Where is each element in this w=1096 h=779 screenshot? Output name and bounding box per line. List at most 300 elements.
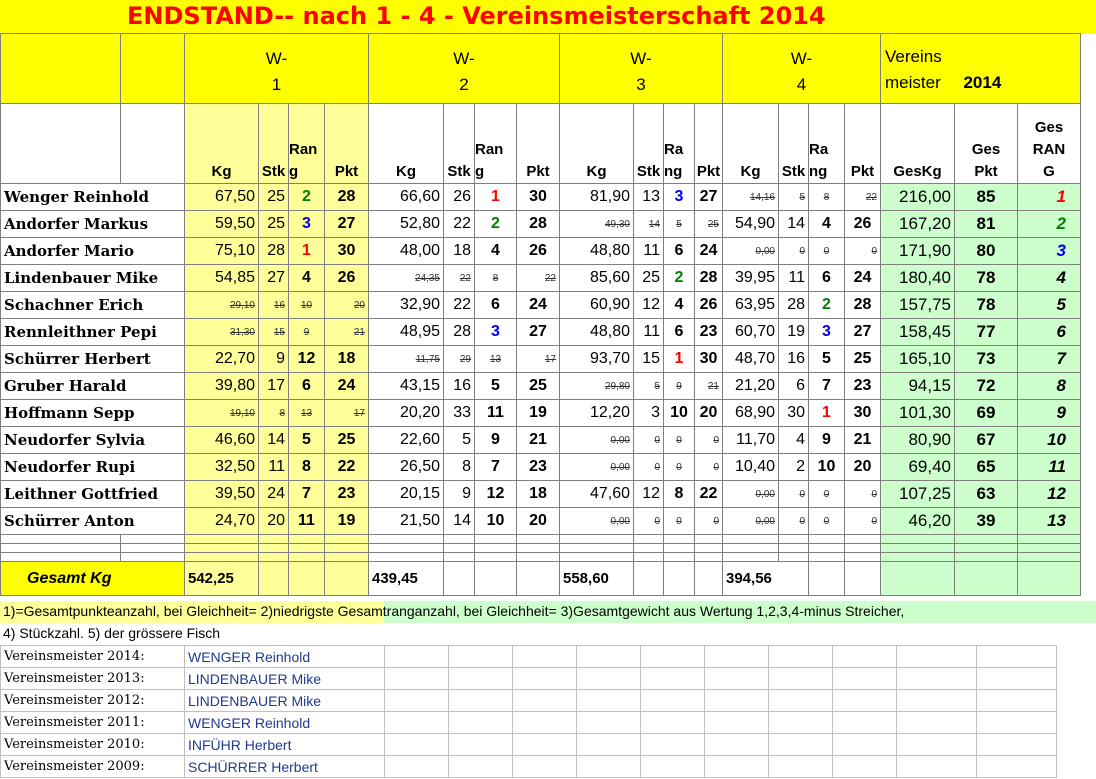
round-kg: 26,50	[369, 454, 444, 481]
round-stk: 30	[779, 400, 809, 427]
page-title: ENDSTAND-- nach 1 - 4 - Vereinsmeisterschaft 2014	[127, 2, 826, 30]
round-kg: 11,70	[723, 427, 779, 454]
table-row	[1, 508, 1081, 535]
round-points: 30	[517, 184, 560, 211]
title-banner	[0, 0, 1096, 34]
round-points: 25	[517, 373, 560, 400]
round-points: 24	[695, 238, 723, 265]
round-points: 21	[517, 427, 560, 454]
round-kg: 19,10	[185, 400, 259, 427]
round-points: 0	[845, 481, 881, 508]
round-header-w1: W- 1	[185, 34, 369, 104]
round-points: 20	[325, 292, 369, 319]
round-stk: 8	[444, 454, 475, 481]
total-w4: 394,56	[723, 562, 809, 596]
totals-row	[1, 562, 1081, 596]
total-points: 65	[955, 454, 1018, 481]
round-rank: 0	[809, 481, 845, 508]
totals-label: Gesamt Kg	[1, 562, 185, 596]
round-kg: 21,20	[723, 373, 779, 400]
round-rank: 8	[664, 481, 695, 508]
round-stk: 5	[634, 373, 664, 400]
round-points: 20	[695, 400, 723, 427]
total-kg: 171,90	[881, 238, 955, 265]
round-points: 17	[325, 400, 369, 427]
round-stk: 20	[259, 508, 289, 535]
round-stk: 22	[444, 265, 475, 292]
total-w2: 439,45	[369, 562, 444, 596]
round-kg: 0,00	[560, 508, 634, 535]
round-kg: 29,80	[560, 373, 634, 400]
total-points: 39	[955, 508, 1018, 535]
round-rank: 6	[809, 265, 845, 292]
total-kg: 69,40	[881, 454, 955, 481]
round-kg: 59,50	[185, 211, 259, 238]
round-points: 30	[325, 238, 369, 265]
round-rank: 6	[664, 238, 695, 265]
round-kg: 54,85	[185, 265, 259, 292]
round-points: 27	[325, 211, 369, 238]
round-stk: 33	[444, 400, 475, 427]
round-stk: 26	[444, 184, 475, 211]
round-rank: 3	[809, 319, 845, 346]
round-stk: 12	[634, 481, 664, 508]
overall-rank: 8	[1018, 373, 1081, 400]
round-stk: 22	[444, 292, 475, 319]
round-stk: 25	[259, 184, 289, 211]
overall-rank: 6	[1018, 319, 1081, 346]
round-points: 22	[517, 265, 560, 292]
round-stk: 13	[634, 184, 664, 211]
round-rank: 6	[475, 292, 517, 319]
round-rank: 5	[475, 373, 517, 400]
empty-row	[1, 535, 1081, 544]
round-stk: 19	[779, 319, 809, 346]
round-stk: 0	[779, 508, 809, 535]
total-kg: 158,45	[881, 319, 955, 346]
round-points: 30	[695, 346, 723, 373]
round-rank: 2	[809, 292, 845, 319]
title-spacer	[1, 34, 121, 104]
round-points: 27	[845, 319, 881, 346]
round-rank: 5	[809, 346, 845, 373]
table-row	[1, 292, 1081, 319]
round-stk: 14	[259, 427, 289, 454]
round-kg: 32,90	[369, 292, 444, 319]
competitor-name: Gruber Harald	[1, 373, 185, 400]
round-points: 24	[517, 292, 560, 319]
round-kg: 43,15	[369, 373, 444, 400]
history-label: Vereinsmeister 2014:	[1, 646, 185, 668]
round-rank: 5	[289, 427, 325, 454]
history-champion: WENGER Reinhold	[185, 712, 385, 734]
round-kg: 32,50	[185, 454, 259, 481]
total-points: 85	[955, 184, 1018, 211]
total-points: 72	[955, 373, 1018, 400]
round-kg: 66,60	[369, 184, 444, 211]
round-stk: 16	[444, 373, 475, 400]
total-kg: 94,15	[881, 373, 955, 400]
round-stk: 17	[259, 373, 289, 400]
round-stk: 28	[444, 319, 475, 346]
round-points: 21	[695, 373, 723, 400]
round-rank: 4	[664, 292, 695, 319]
history-row	[1, 690, 1057, 712]
round-points: 20	[517, 508, 560, 535]
round-kg: 11,75	[369, 346, 444, 373]
round-rank: 9	[289, 319, 325, 346]
round-rank: 7	[809, 373, 845, 400]
round-stk: 6	[779, 373, 809, 400]
round-kg: 39,50	[185, 481, 259, 508]
total-w1: 542,25	[185, 562, 259, 596]
history-label: Vereinsmeister 2009:	[1, 756, 185, 778]
table-row	[1, 184, 1081, 211]
round-points: 18	[325, 346, 369, 373]
round-kg: 24,35	[369, 265, 444, 292]
competitor-name: Andorfer Markus	[1, 211, 185, 238]
round-stk: 15	[634, 346, 664, 373]
round-stk: 16	[779, 346, 809, 373]
history-label: Vereinsmeister 2010:	[1, 734, 185, 756]
round-points: 27	[517, 319, 560, 346]
round-kg: 85,60	[560, 265, 634, 292]
history-label: Vereinsmeister 2013:	[1, 668, 185, 690]
round-points: 27	[695, 184, 723, 211]
round-kg: 48,80	[560, 319, 634, 346]
round-stk: 28	[779, 292, 809, 319]
round-stk: 0	[634, 454, 664, 481]
round-kg: 0,00	[560, 427, 634, 454]
round-kg: 39,95	[723, 265, 779, 292]
round-kg: 60,70	[723, 319, 779, 346]
round-points: 28	[325, 184, 369, 211]
round-rank: 13	[475, 346, 517, 373]
round-kg: 22,60	[369, 427, 444, 454]
round-points: 23	[845, 373, 881, 400]
round-stk: 22	[444, 211, 475, 238]
total-points: 78	[955, 292, 1018, 319]
round-stk: 3	[634, 400, 664, 427]
round-rank: 1	[664, 346, 695, 373]
round-stk: 0	[779, 481, 809, 508]
round-rank: 0	[664, 508, 695, 535]
total-kg: 165,10	[881, 346, 955, 373]
round-kg: 22,70	[185, 346, 259, 373]
round-points: 25	[845, 346, 881, 373]
round-stk: 9	[259, 346, 289, 373]
history-champion: SCHÜRRER Herbert	[185, 756, 385, 778]
round-rank: 8	[475, 265, 517, 292]
round-points: 19	[517, 400, 560, 427]
history-row	[1, 646, 1057, 668]
title-spacer	[121, 34, 185, 104]
table-row	[1, 238, 1081, 265]
round-kg: 46,60	[185, 427, 259, 454]
round-stk: 0	[634, 508, 664, 535]
history-row	[1, 756, 1057, 778]
round-rank: 10	[664, 400, 695, 427]
table-row	[1, 211, 1081, 238]
history-label: Vereinsmeister 2012:	[1, 690, 185, 712]
round-stk: 0	[634, 427, 664, 454]
round-rank: 10	[809, 454, 845, 481]
round-points: 26	[695, 292, 723, 319]
round-points: 28	[517, 211, 560, 238]
round-rank: 9	[664, 373, 695, 400]
round-points: 24	[325, 373, 369, 400]
round-points: 22	[845, 184, 881, 211]
round-stk: 12	[634, 292, 664, 319]
round-points: 23	[695, 319, 723, 346]
round-rank: 0	[809, 238, 845, 265]
round-kg: 75,10	[185, 238, 259, 265]
round-stk: 15	[259, 319, 289, 346]
round-points: 24	[845, 265, 881, 292]
total-kg: 80,90	[881, 427, 955, 454]
competitor-name: Lindenbauer Mike	[1, 265, 185, 292]
total-kg: 157,75	[881, 292, 955, 319]
round-stk: 2	[779, 454, 809, 481]
round-kg: 14,16	[723, 184, 779, 211]
history-row	[1, 712, 1057, 734]
overall-rank: 1	[1018, 184, 1081, 211]
history-champion: LINDENBAUER Mike	[185, 690, 385, 712]
round-kg: 48,80	[560, 238, 634, 265]
overall-rank: 9	[1018, 400, 1081, 427]
competitor-name: Schachner Erich	[1, 292, 185, 319]
round-kg: 49,30	[560, 211, 634, 238]
total-points: 67	[955, 427, 1018, 454]
table-row	[1, 400, 1081, 427]
round-rank: 6	[664, 319, 695, 346]
round-points: 22	[695, 481, 723, 508]
table-row	[1, 373, 1081, 400]
competitor-name: Schürrer Herbert	[1, 346, 185, 373]
overall-rank: 7	[1018, 346, 1081, 373]
round-rank: 10	[289, 292, 325, 319]
round-points: 18	[517, 481, 560, 508]
round-rank: 11	[475, 400, 517, 427]
table-row	[1, 481, 1081, 508]
round-rank: 8	[289, 454, 325, 481]
total-kg: 216,00	[881, 184, 955, 211]
round-points: 0	[845, 238, 881, 265]
round-points: 0	[695, 454, 723, 481]
round-stk: 16	[259, 292, 289, 319]
history-label: Vereinsmeister 2011:	[1, 712, 185, 734]
total-w3: 558,60	[560, 562, 634, 596]
round-rank: 12	[289, 346, 325, 373]
table-row	[1, 265, 1081, 292]
round-points: 25	[695, 211, 723, 238]
round-rank: 5	[664, 211, 695, 238]
overall-rank: 4	[1018, 265, 1081, 292]
total-kg: 180,40	[881, 265, 955, 292]
total-points: 69	[955, 400, 1018, 427]
overall-rank: 10	[1018, 427, 1081, 454]
round-kg: 39,80	[185, 373, 259, 400]
round-stk: 18	[444, 238, 475, 265]
round-stk: 0	[779, 238, 809, 265]
round-kg: 31,30	[185, 319, 259, 346]
round-points: 21	[325, 319, 369, 346]
overall-rank: 13	[1018, 508, 1081, 535]
round-stk: 11	[259, 454, 289, 481]
total-kg: 101,30	[881, 400, 955, 427]
overall-rank: 12	[1018, 481, 1081, 508]
round-rank: 4	[809, 211, 845, 238]
round-points: 25	[325, 427, 369, 454]
round-kg: 93,70	[560, 346, 634, 373]
round-stk: 4	[779, 427, 809, 454]
competitor-name: Rennleithner Pepi	[1, 319, 185, 346]
round-kg: 0,00	[723, 238, 779, 265]
history-row	[1, 734, 1057, 756]
round-rank: 2	[664, 265, 695, 292]
round-stk: 28	[259, 238, 289, 265]
round-rank: 7	[475, 454, 517, 481]
round-stk: 25	[259, 211, 289, 238]
empty-row	[1, 544, 1081, 553]
vereinsmeister-header: Vereins meister 2014	[881, 34, 1081, 104]
round-kg: 0,00	[723, 508, 779, 535]
round-kg: 81,90	[560, 184, 634, 211]
round-header-w4: W- 4	[723, 34, 881, 104]
competitor-name: Andorfer Mario	[1, 238, 185, 265]
round-points: 0	[845, 508, 881, 535]
round-kg: 63,95	[723, 292, 779, 319]
history-table	[0, 645, 1057, 778]
competitor-name: Hoffmann Sepp	[1, 400, 185, 427]
round-stk: 5	[444, 427, 475, 454]
round-kg: 60,90	[560, 292, 634, 319]
round-points: 23	[325, 481, 369, 508]
round-rank: 3	[475, 319, 517, 346]
note-line-2: 4) Stückzahl. 5) der grössere Fisch	[3, 625, 221, 641]
round-kg: 24,70	[185, 508, 259, 535]
history-row	[1, 668, 1057, 690]
round-points: 26	[845, 211, 881, 238]
table-row	[1, 346, 1081, 373]
overall-rank: 2	[1018, 211, 1081, 238]
round-rank: 12	[475, 481, 517, 508]
round-stk: 8	[259, 400, 289, 427]
table-row	[1, 319, 1081, 346]
round-rank: 4	[289, 265, 325, 292]
round-stk: 24	[259, 481, 289, 508]
round-kg: 67,50	[185, 184, 259, 211]
round-stk: 27	[259, 265, 289, 292]
round-points: 19	[325, 508, 369, 535]
round-rank: 10	[475, 508, 517, 535]
round-header-w3: W- 3	[560, 34, 723, 104]
round-points: 20	[845, 454, 881, 481]
round-points: 21	[845, 427, 881, 454]
round-rank: 4	[475, 238, 517, 265]
overall-rank: 5	[1018, 292, 1081, 319]
round-rank: 1	[289, 238, 325, 265]
round-header-w2: W- 2	[369, 34, 560, 104]
round-points: 22	[325, 454, 369, 481]
note-line-1: 1)=Gesamtpunkteanzahl, bei Gleichheit= 2)niedrigste Gesamtranganzahl, bei Gleichheit= 3)Gesamtgewicht aus Wertung 1,2,3,4-minus Streicher,	[0, 601, 1096, 623]
column-header-row: Kg Stk Ran g Pkt Kg Stk Ran g Pkt Kg Stk Ra ng Pkt Kg Stk Ra ng Pkt GesKg Ges Pkt Ges RAN G	[1, 104, 1081, 184]
round-rank: 9	[809, 427, 845, 454]
round-kg: 0,00	[560, 454, 634, 481]
total-points: 77	[955, 319, 1018, 346]
overall-rank: 11	[1018, 454, 1081, 481]
round-kg: 0,00	[723, 481, 779, 508]
round-rank: 11	[289, 508, 325, 535]
table-row	[1, 427, 1081, 454]
table-row	[1, 454, 1081, 481]
round-kg: 48,70	[723, 346, 779, 373]
competitor-name: Neudorfer Rupi	[1, 454, 185, 481]
competitor-name: Leithner Gottfried	[1, 481, 185, 508]
round-rank: 7	[289, 481, 325, 508]
round-rank: 6	[289, 373, 325, 400]
round-kg: 47,60	[560, 481, 634, 508]
total-points: 80	[955, 238, 1018, 265]
round-points: 26	[517, 238, 560, 265]
round-rank: 3	[289, 211, 325, 238]
empty-row	[1, 553, 1081, 562]
round-rank: 3	[664, 184, 695, 211]
round-rank: 8	[809, 184, 845, 211]
total-points: 73	[955, 346, 1018, 373]
total-points: 81	[955, 211, 1018, 238]
round-rank: 1	[809, 400, 845, 427]
round-points: 0	[695, 427, 723, 454]
round-points: 30	[845, 400, 881, 427]
round-stk: 11	[634, 238, 664, 265]
competitor-name: Schürrer Anton	[1, 508, 185, 535]
round-kg: 68,90	[723, 400, 779, 427]
round-stk: 9	[444, 481, 475, 508]
round-points: 0	[695, 508, 723, 535]
round-kg: 48,00	[369, 238, 444, 265]
round-stk: 29	[444, 346, 475, 373]
round-rank: 0	[809, 508, 845, 535]
round-rank: 0	[664, 454, 695, 481]
round-points: 26	[325, 265, 369, 292]
round-stk: 14	[779, 211, 809, 238]
round-rank: 13	[289, 400, 325, 427]
history-champion: LINDENBAUER Mike	[185, 668, 385, 690]
round-stk: 25	[634, 265, 664, 292]
round-kg: 21,50	[369, 508, 444, 535]
standings-table	[0, 33, 1081, 596]
round-kg: 54,90	[723, 211, 779, 238]
overall-rank: 3	[1018, 238, 1081, 265]
competitor-name: Neudorfer Sylvia	[1, 427, 185, 454]
round-stk: 11	[779, 265, 809, 292]
round-kg: 29,10	[185, 292, 259, 319]
vereinsmeister-year: 2014	[963, 73, 1002, 92]
history-champion: INFÜHR Herbert	[185, 734, 385, 756]
round-points: 23	[517, 454, 560, 481]
total-kg: 46,20	[881, 508, 955, 535]
total-points: 63	[955, 481, 1018, 508]
round-rank: 1	[475, 184, 517, 211]
round-kg: 12,20	[560, 400, 634, 427]
round-rank: 2	[475, 211, 517, 238]
round-kg: 10,40	[723, 454, 779, 481]
round-points: 28	[845, 292, 881, 319]
round-points: 28	[695, 265, 723, 292]
round-points: 17	[517, 346, 560, 373]
round-kg: 20,20	[369, 400, 444, 427]
